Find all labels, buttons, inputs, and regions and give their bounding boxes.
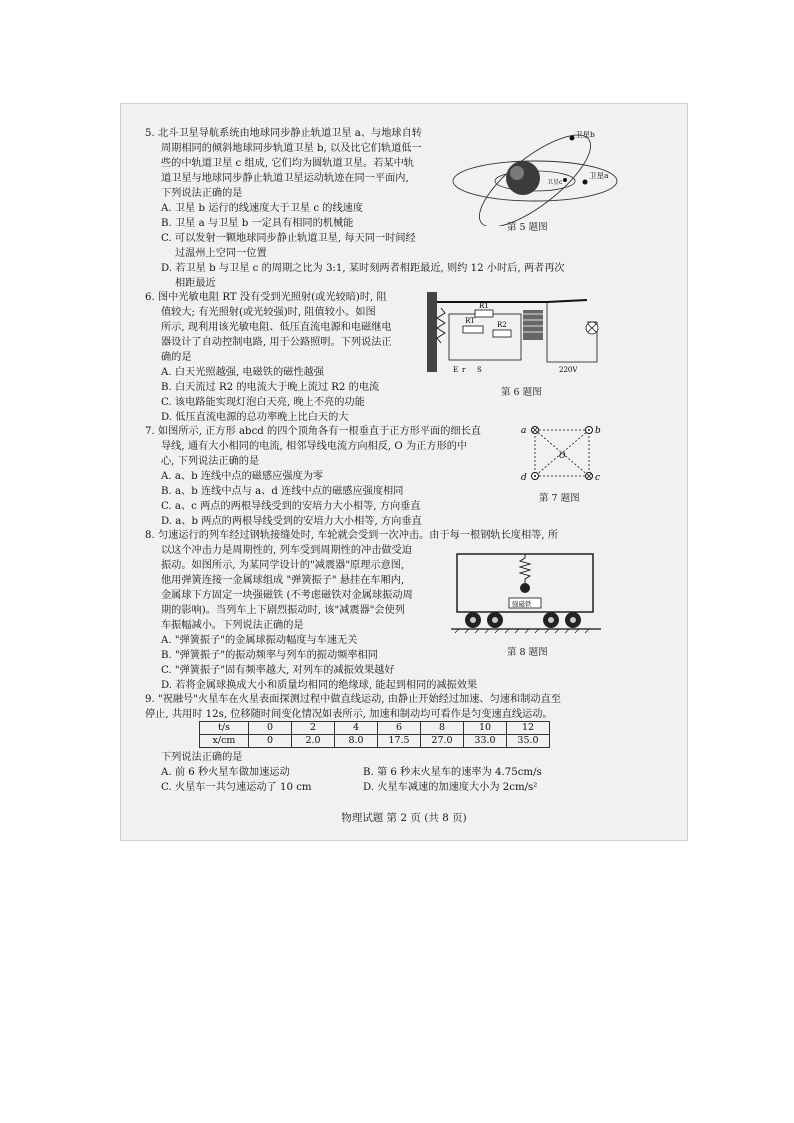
- q5-line: 5. 北斗卫星导航系统由地球同步静止轨道卫星 a、与地球自转: [145, 128, 422, 139]
- svg-text:R2: R2: [497, 321, 507, 329]
- svg-text:d: d: [521, 473, 527, 483]
- q6-line: 6. 图中光敏电阻 RT 没有受到光照射(或光较暗)时, 阻: [145, 292, 387, 303]
- q5-option-c-cont: 过温州上空同一位置: [175, 248, 267, 259]
- table-cell: 2.0: [292, 735, 335, 748]
- table-cell: 33.0: [464, 735, 507, 748]
- svg-text:R1: R1: [479, 302, 489, 310]
- q6-line: 确的是: [161, 352, 192, 363]
- photoresistor-rt: [463, 326, 483, 333]
- q7-option-a: A. a、b 连线中点的磁感应强度为零: [161, 471, 324, 482]
- q8-option-b: B. "弹簧振子"的振动频率与列车的振动频率相同: [161, 650, 378, 661]
- svg-text:E: E: [453, 366, 459, 374]
- q5-option-c: C. 可以发射一颗地球同步静止轨道卫星, 每天同一时间经: [161, 233, 416, 244]
- q7-line: 心, 下列说法正确的是: [161, 456, 260, 467]
- svg-text:O: O: [559, 451, 566, 460]
- label-220v: 220V: [559, 366, 578, 374]
- resistor-r2: [493, 330, 511, 337]
- q7-option-d: D. a、b 两点的两根导线受到的安培力大小相等, 方向垂直: [161, 516, 422, 527]
- q9-line: 停止, 共用时 12s, 位移随时间变化情况如表所示, 加速和制动均可看作是匀变速直线运动。: [145, 709, 553, 720]
- table-row: [200, 735, 550, 748]
- table-row: [200, 722, 550, 735]
- figure-5-caption: 第 5 题图: [507, 222, 548, 233]
- table-cell: 4: [335, 722, 378, 735]
- label-magnet: 强磁铁: [512, 600, 532, 608]
- q9-option-d: D. 火星车减速的加速度大小为 2cm/s²: [363, 782, 538, 793]
- label-sat-c: 卫星c: [547, 179, 563, 186]
- q8-line: 金属球下方固定一块强磁铁 (不考虑磁铁对金属球振动周: [161, 590, 413, 601]
- svg-text:r: r: [462, 366, 466, 374]
- q8-option-d: D. 若将金属球换成大小和质量均相同的绝缘球, 能起到相同的减振效果: [161, 680, 478, 691]
- table-cell: 27.0: [421, 735, 464, 748]
- table-cell: 8.0: [335, 735, 378, 748]
- q8-option-a: A. "弹簧振子"的金属球振动幅度与车速无关: [161, 635, 358, 646]
- q9-line: 9. "祝融号"火星车在火星表面探测过程中做直线运动, 由静止开始经过加速、匀速和制动直至: [145, 694, 561, 705]
- table-cell: 0: [249, 722, 292, 735]
- figure-6-circuit: [427, 292, 603, 378]
- q5-line: 些的中轨道卫星 c 组成, 它们均为圆轨道卫星。若某中轨: [161, 158, 414, 169]
- figure-8-train: [451, 550, 601, 636]
- svg-text:a: a: [521, 426, 527, 436]
- figure-5-orbits: [447, 126, 622, 226]
- q6-option-b: B. 白天流过 R2 的电流大于晚上流过 R2 的电流: [161, 382, 380, 393]
- q6-option-d: D. 低压直流电源的总功率晚上比白天的大: [161, 412, 349, 423]
- q8-option-c: C. "弹簧振子"固有频率越大, 对列车的减振效果越好: [161, 665, 395, 676]
- satellite-a-icon: [583, 180, 588, 185]
- q6-line: 值较大; 有光照射(或光较强)时, 阻值较小。如图: [161, 307, 376, 318]
- label-sat-a: 卫星a: [589, 171, 609, 180]
- q7-line: 7. 如图所示, 正方形 abcd 的四个顶角各有一根垂直于正方形平面的细长直: [145, 426, 481, 437]
- q5-option-a: A. 卫星 b 运行的线速度大于卫星 c 的线速度: [161, 203, 364, 214]
- exam-page: [120, 103, 688, 841]
- table-cell: 35.0: [507, 735, 550, 748]
- table-cell: 10: [464, 722, 507, 735]
- q6-line: 所示, 现利用该光敏电阻、低压直流电源和电磁继电: [161, 322, 392, 333]
- table-cell: 6: [378, 722, 421, 735]
- q9-option-a: A. 前 6 秒火星车做加速运动: [161, 767, 290, 778]
- table-cell: 8: [421, 722, 464, 735]
- wall-mount: [427, 292, 437, 372]
- metal-ball-icon: [520, 583, 530, 593]
- q5-option-b: B. 卫星 a 与卫星 b 一定具有相同的机械能: [161, 218, 354, 229]
- spring-icon: [520, 554, 530, 583]
- q7-option-c: C. a、c 两点的两根导线受到的安培力大小相等, 方向垂直: [161, 501, 421, 512]
- q7-line: 导线, 通有大小相同的电流, 相邻导线电流方向相反, O 为正方形的中: [161, 441, 468, 452]
- q8-line: 期的影响)。当列车上下剧烈振动时, 该"减震器"会使列: [161, 605, 405, 616]
- svg-text:RT: RT: [465, 317, 475, 325]
- question-9: [145, 692, 561, 722]
- q9-prompt: 下列说法正确的是: [161, 752, 243, 763]
- q8-line: 振动。如图所示, 为某同学设计的"减震器"原理示意图,: [161, 560, 405, 571]
- q9-option-b: B. 第 6 秒末火星车的速率为 4.75cm/s: [363, 767, 542, 778]
- q5-line: 周期相同的倾斜地球同步轨道卫星 b, 以及比它们轨道低一: [161, 143, 422, 154]
- earth-icon: [506, 161, 540, 195]
- resistor-r1: [475, 310, 493, 317]
- figure-8-caption: 第 8 题图: [507, 647, 548, 658]
- armature: [437, 300, 587, 302]
- table-cell: x/cm: [200, 735, 249, 748]
- q5-option-d-cont: 相距最近: [175, 278, 216, 289]
- satellite-c-icon: [563, 178, 567, 182]
- satellite-b-icon: [570, 136, 575, 141]
- svg-text:b: b: [595, 426, 601, 436]
- q9-table: [199, 721, 550, 748]
- spring-icon: [437, 308, 445, 343]
- q8-line: 他用弹簧连接一金属球组成 "弹簧振子" 悬挂在车厢内,: [161, 575, 405, 586]
- question-7: [145, 424, 481, 529]
- q6-line: 器设计了自动控制电路, 用于公路照明。下列说法正: [161, 337, 392, 348]
- q7-option-b: B. a、b 连线中点与 a、d 连线中点的磁感应强度相同: [161, 486, 404, 497]
- q8-line: 8. 匀速运行的列车经过钢轨接缝处时, 车轮就会受到一次冲击。由于每一根钢轨长度相等, 所: [145, 530, 559, 541]
- table-cell: 17.5: [378, 735, 421, 748]
- q8-line: 以这个冲击力是周期性的, 列车受到周期性的冲击做受迫: [161, 545, 412, 556]
- q5-line: 下列说法正确的是: [161, 188, 243, 199]
- svg-text:S: S: [477, 366, 482, 374]
- figure-7-square: [517, 420, 601, 486]
- table-cell: 2: [292, 722, 335, 735]
- figure-6-caption: 第 6 题图: [501, 387, 542, 398]
- question-6: [145, 290, 392, 425]
- q9-option-c: C. 火星车一共匀速运动了 10 cm: [161, 782, 312, 793]
- table-cell: 12: [507, 722, 550, 735]
- q6-option-a: A. 白天光照越强, 电磁铁的磁性越强: [161, 367, 324, 378]
- label-sat-b: 卫星b: [575, 130, 595, 139]
- figure-7-caption: 第 7 题图: [539, 493, 580, 504]
- svg-text:c: c: [595, 473, 601, 483]
- table-cell: 0: [249, 735, 292, 748]
- q5-line: 道卫星与地球同步静止轨道卫星运动轨迹在同一平面内,: [161, 173, 409, 184]
- q8-line: 车振幅减小。下列说法正确的是: [161, 620, 304, 631]
- q6-option-c: C. 该电路能实现灯泡白天亮, 晚上不亮的功能: [161, 397, 365, 408]
- q5-option-d: D. 若卫星 b 与卫星 c 的周期之比为 3:1, 某时刻两者相距最近, 则约 12 小时后, 两者再次: [161, 263, 565, 274]
- page-footer: 物理试题 第 2 页 (共 8 页): [341, 812, 467, 824]
- table-cell: t/s: [200, 722, 249, 735]
